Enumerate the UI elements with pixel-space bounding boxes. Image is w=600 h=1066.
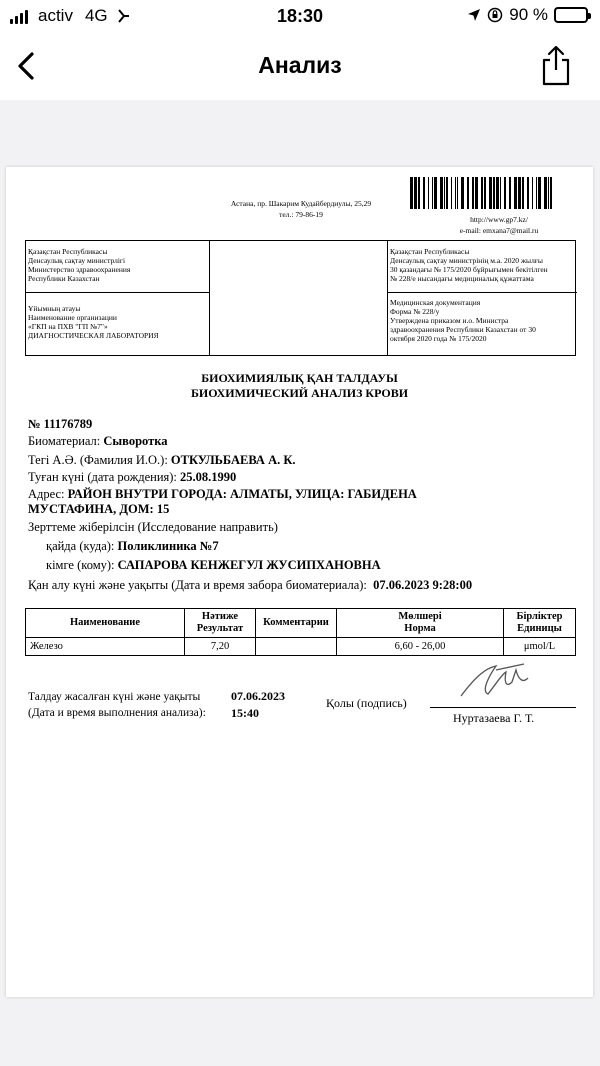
cell-name: Железо [26,638,185,656]
status-right [467,5,588,25]
document-title-ru: БИОХИМИЧЕСКИЙ АНАЛИЗ КРОВИ [190,386,409,400]
header-right-bottom: Медицинская документация Форма № 228/у Утверждена приказом и.о. Министра здравоохранения Республики Казахстан от 30 октября 2020 года № 175/2020 [390,298,536,343]
header-table [25,240,576,356]
document-title-kz: БИОХИМИЯЛЫҚ ҚАН ТАЛДАУЫ [201,371,398,385]
results-table [25,608,576,656]
document-page [6,167,593,997]
carrier-name: activ [38,6,73,25]
analysis-date-label: Талдау жасалған күні және уақыты (Дата и время выполнения анализа): [28,691,206,719]
signature-label: Қолы (подпись) [326,696,407,710]
document-number: № 11176789 [28,417,93,431]
address-line: Астана, пр. Шакарим Кудайбердиулы, 25,29 [230,199,372,208]
website: http://www.gp7.kz/ [470,215,528,224]
cell-unit: μmol/L [504,638,576,656]
results-header-row [26,609,576,638]
cell-result: 7,20 [185,638,256,656]
table-row [26,638,576,656]
address-field: Адрес: РАЙОН ВНУТРИ ГОРОДА: АЛМАТЫ, УЛИЦА: ГАБИДЕНА [28,487,417,501]
header-left-top: Қазақстан Республикасы Денсаулық сақтау министрлігі Министерство здравоохранения Республики Казахстан [28,247,131,283]
phone-line: тел.: 79-86-19 [279,210,323,219]
status-time: 18:30 [276,6,324,26]
analysis-date-value: 07.06.2023 15:40 [231,689,285,720]
battery-percent: 90 % [509,5,548,24]
address-field-continued: МУСТАФИНА, ДОМ: 15 [28,502,170,516]
clinic-address [206,198,396,220]
cell-comment [256,638,337,656]
col-comment-header: Комментарии [256,609,337,638]
share-icon [538,44,574,86]
orientation-lock-icon [487,7,503,23]
header-left-bottom: Ұйымның атауы Наименование организации «ГКП на ПХВ "ГП №7"» ДИАГНОСТИЧЕСКАЯ ЛАБОРАТОРИЯ [28,304,159,340]
cell-norm: 6,60 - 26,00 [337,638,504,656]
collection-datetime-field: Қан алу күні және уақыты (Дата и время забора биоматериала): 07.06.2023 9:28:00 [28,578,473,592]
location-arrow-icon [467,8,481,22]
header-right-top: Қазақстан Республикасы Денсаулық сақтау министрінің м.а. 2020 жылғы 30 қазандағы № 175/2020 бұйрығымен бекітілген № 228/е нысандағы медициналық құжаттама [390,247,548,283]
patient-name-field: Тегі А.Ә. (Фамилия И.О.): ОТКУЛЬБАЕВА А. К. [28,453,296,467]
signature-image [456,656,546,704]
referral-where-field: қайда (куда): Поликлиника №7 [46,539,219,553]
clinic-contacts [424,214,574,236]
share-button[interactable] [538,44,574,86]
page-title: Анализ [258,52,342,78]
navigation-bar [0,34,600,100]
birth-date-field: Туған күні (дата рождения): 25.08.1990 [28,470,237,484]
col-norm-header: Мөлшері Норма [337,609,504,638]
signer-name: Нуртазаева Г. Т. [453,711,535,725]
col-result-header: Нәтиже Результат [185,609,256,638]
signature-line [430,707,576,708]
status-bar [0,0,600,34]
network-type: 4G [84,6,108,25]
barcode [408,177,556,209]
biomaterial-field: Биоматериал: Сыворотка [28,434,168,448]
col-name-header: Наименование [26,609,185,638]
referral-label: Зерттеме жіберілсін (Исследование направить) [28,520,278,534]
referral-whom-field: кімге (кому): САПАРОВА КЕНЖЕГУЛ ЖУСИПХАНОВНА [46,558,381,572]
battery-icon [554,7,588,23]
email: e-mail: emxana7@mail.ru [459,226,539,235]
col-unit-header: Бірліктер Единицы [504,609,576,638]
